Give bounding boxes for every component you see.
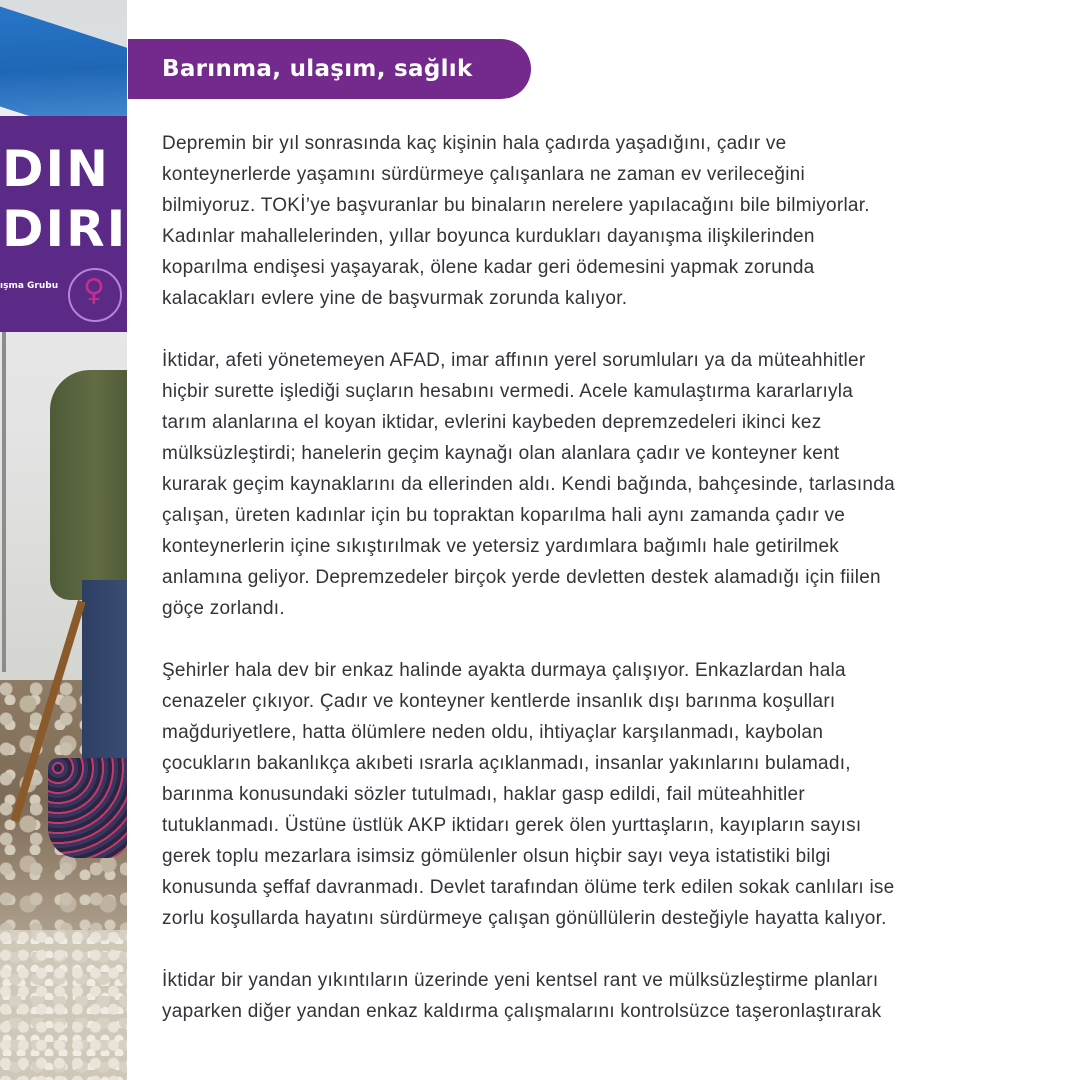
text-line: mağduriyetlere, hatta ölümlere neden oldu, ihtiyaçlar karşılanmadı, kaybolan [162,722,824,743]
text-line: kurarak geçim kaynaklarını da ellerinden aldı. Kendi bağında, bahçesinde, tarlasında [162,474,895,495]
text-line: mülksüzleştirdi; hanelerin geçim kaynağı olan alanlara çadır ve konteyner kent [162,443,840,464]
banner-small-text: ışma Grubu [0,281,59,291]
paragraph-1 [162,128,1042,314]
article-body [162,128,1042,1058]
person-boot [48,758,127,858]
text-line: çalışan, üreten kadınlar için bu topraktan koparılma hali aynı zamanda çadır ve [162,505,846,526]
text-line: kalacakları evlere yine de başvurmak zorunda kalıyor. [162,288,628,309]
text-line: barınma konusundaki sözler tutulmadı, haklar gasp edildi, fail müteahhitler [162,784,805,805]
paragraph-2 [162,345,1042,624]
text-line: bilmiyoruz. TOKİ’ye başvuranlar bu binaların nerelere yapılacağını bile bilmiyorlar. [162,195,870,216]
text-line: yaparken diğer yandan enkaz kaldırma çalışmalarını kontrolsüzce taşeronlaştırarak [162,1001,882,1022]
text-line: Kadınlar mahallelerinden, yıllar boyunca kurdukları dayanışma ilişkilerinden [162,226,815,247]
venus-symbol-icon: ♀ [83,273,105,308]
text-line: tutuklanmadı. Üstüne üstlük AKP iktidarı gerek ölen yurttaşların, kayıpların sayısı [162,815,862,836]
text-line: anlamına geliyor. Depremzedeler birçok yerde devletten destek alamadığı için fiilen [162,567,881,588]
text-line: konusunda şeffaf davranmadı. Devlet tarafından ölüme terk edilen sokak canlıları ise [162,877,895,898]
left-photo [0,0,127,1080]
tent-pole [2,332,6,672]
person-jeans [82,580,127,770]
text-line: konteynerlerde yaşamını sürdürmeye çalışanlara ne zaman ev verileceğini [162,164,805,185]
text-line: hiçbir surette işlediği suçların hesabını vermedi. Acele kamulaştırma kararlarıyla [162,381,854,402]
text-line: konteynerlerin içine sıkıştırılmak ve yetersiz yardımlara bağımlı hale getirilmek [162,536,840,557]
banner-text-line-2: DIRI [2,200,127,258]
person-coat [50,370,127,600]
text-line: zorlu koşullarda hayatını sürdürmeye çalışan gönüllülerin desteğiyle hayatta kalıyor. [162,908,887,929]
gravel [0,930,127,1080]
banner-text-line-1: DIN [2,140,110,198]
text-line: tarım alanlarına el koyan iktidar, evlerini kaybeden depremzedeleri ikinci kez [162,412,822,433]
text-line: gerek toplu mezarlara isimsiz gömülenler olsun hiçbir sayı veya istatistiki bilgi [162,846,831,867]
section-title: Barınma, ulaşım, sağlık [162,56,473,82]
text-line: Şehirler hala dev bir enkaz halinde ayakta durmaya çalışıyor. Enkazlardan hala [162,660,846,681]
text-line: İktidar bir yandan yıkıntıların üzerinde yeni kentsel rant ve mülksüzleştirme planları [162,970,879,991]
text-line: İktidar, afeti yönetemeyen AFAD, imar affının yerel sorumluları ya da müteahhitler [162,350,866,371]
text-line: Depremin bir yıl sonrasında kaç kişinin hala çadırda yaşadığını, çadır ve [162,133,787,154]
paragraph-4 [162,965,1042,1027]
banner-logo [68,268,122,322]
text-line: koparılma endişesi yaşayarak, ölene kadar geri ödemesini yapmak zorunda [162,257,815,278]
text-line: cenazeler çıkıyor. Çadır ve konteyner kentlerde insanlık dışı barınma koşulları [162,691,836,712]
text-line: çocukların bakanlıkça akıbeti ısrarla açıklanmadı, insanlar yakınlarını bulamadı, [162,753,851,774]
text-line: göçe zorlandı. [162,598,285,619]
section-header [128,39,531,99]
paragraph-3 [162,655,1042,934]
